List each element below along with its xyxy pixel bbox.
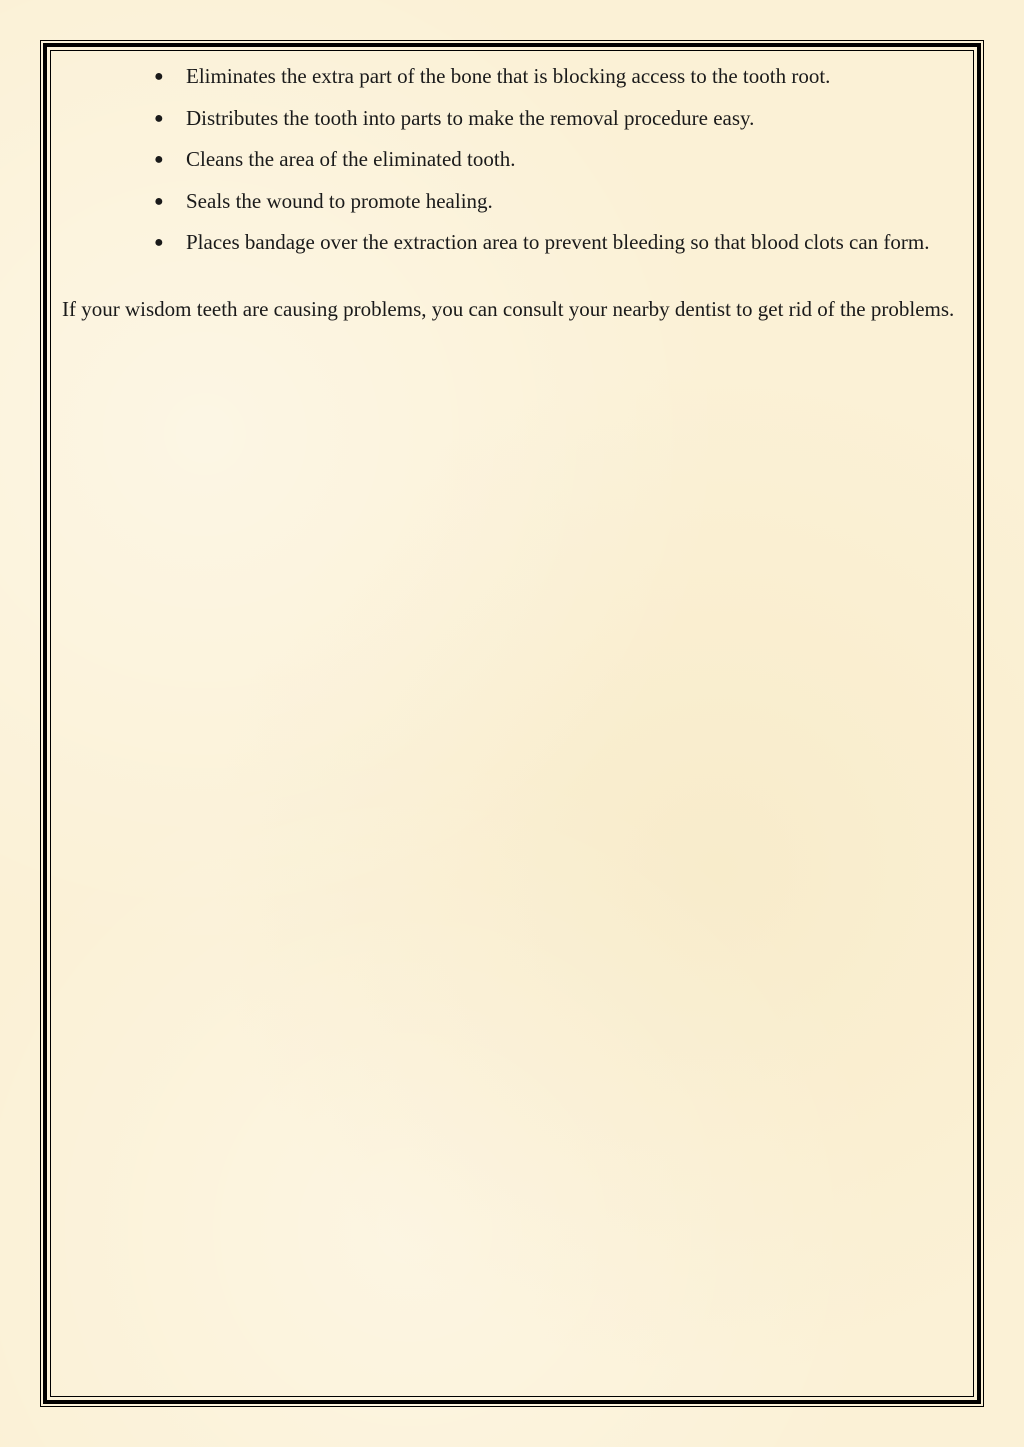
bullet-icon: ● [154,151,164,168]
list-item [154,222,962,264]
list-item [154,139,962,181]
bullet-icon: ● [154,192,164,210]
list-item [154,181,962,223]
list-item [154,98,962,140]
list-item-text: Seals the wound to promote healing. [186,188,493,213]
list-item-text: Distributes the tooth into parts to make the removal procedure easy. [186,105,755,130]
bullet-icon: ● [154,68,164,85]
list-item [154,56,962,98]
list-item-text: Eliminates the extra part of the bone that is blocking access to the tooth root. [186,64,831,88]
document-body [62,56,962,325]
list-item-text: Places bandage over the extraction area to prevent bleeding so that blood clots can form. [186,230,930,254]
list-item-text: Cleans the area of the eliminated tooth. [186,147,516,171]
bullet-icon: ● [154,109,164,127]
closing-paragraph: If your wisdom teeth are causing problems, you can consult your nearby dentist to get rid of the problems. [62,296,955,321]
bullet-icon: ● [154,234,164,251]
procedure-steps-list [62,56,962,264]
